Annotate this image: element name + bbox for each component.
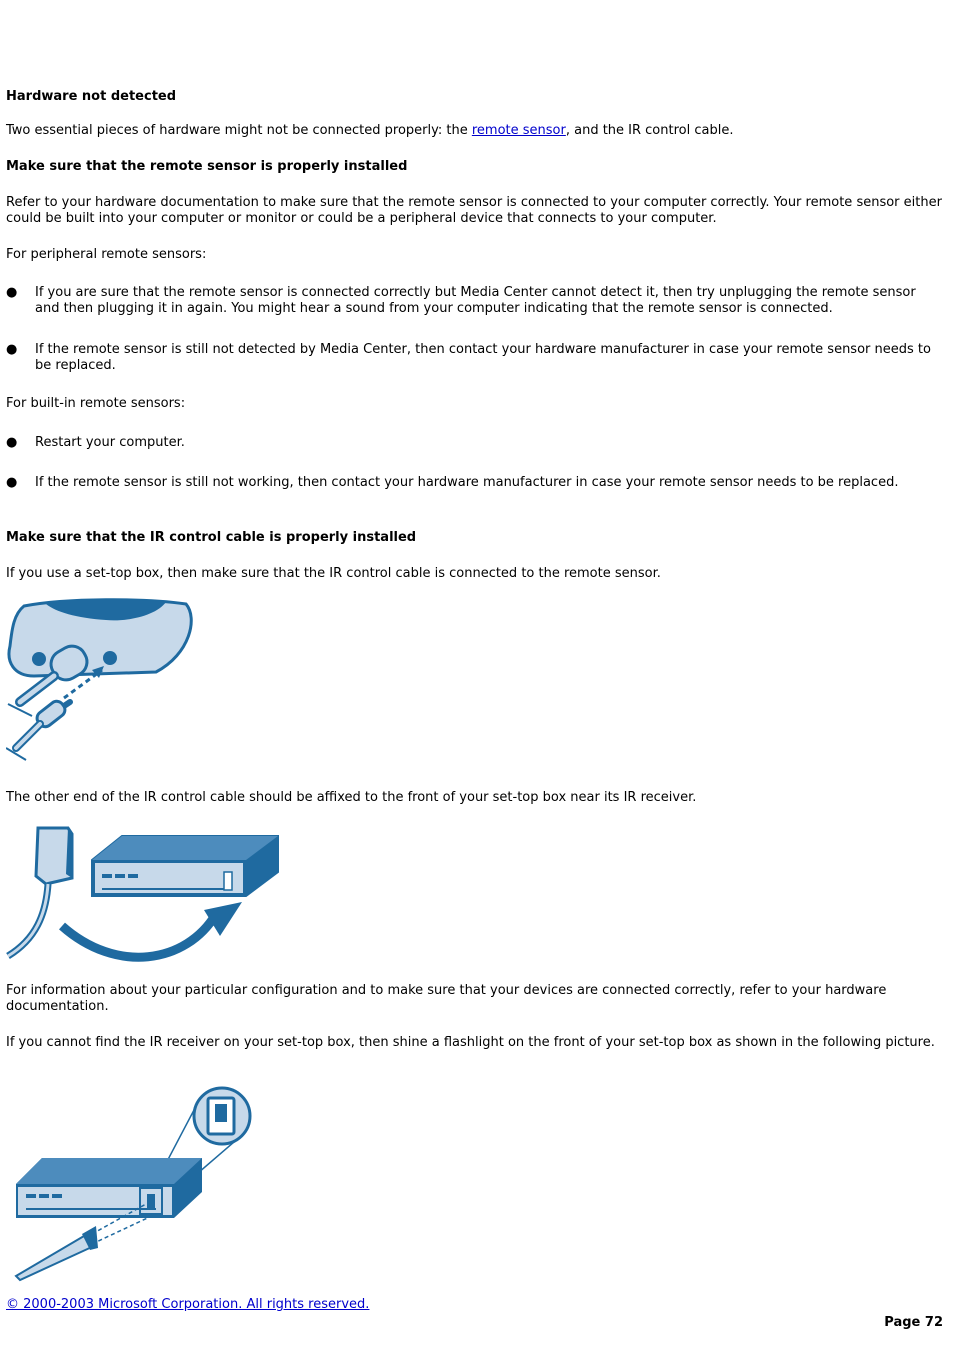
flashlight-paragraph: If you cannot find the IR receiver on your set-top box, then shine a flashlight on the front of your set-top box as shown in the following picture. bbox=[6, 1035, 935, 1050]
peripheral-label: For peripheral remote sensors: bbox=[6, 247, 207, 262]
remote-sensor-paragraph: Refer to your hardware documentation to make sure that the remote sensor is connected to your computer correctly. Your remote sensor either could be built into your computer or monitor or could be a peripheral device that connects to your computer. bbox=[6, 195, 942, 226]
ir-cable-other-end-paragraph: The other end of the IR control cable should be affixed to the front of your set-top box near its IR receiver. bbox=[6, 790, 697, 805]
remote-sensor-link[interactable]: remote sensor bbox=[471, 123, 566, 138]
flashlight-illustration bbox=[6, 1086, 254, 1282]
bullet-icon: ● bbox=[6, 285, 18, 300]
section-heading-ir-cable: Make sure that the IR control cable is properly installed bbox=[6, 530, 417, 545]
list-item-text: If you are sure that the remote sensor is connected correctly but Media Center cannot detect it, then try unplugging the remote sensor and then plugging it in again. You might hear a sound from your computer indicating that the remote sensor is connected. bbox=[35, 285, 916, 316]
list-item-text: If the remote sensor is still not detected by Media Center, then contact your hardware manufacturer in case your remote sensor needs to be replaced. bbox=[35, 342, 931, 373]
ir-cable-paragraph: If you use a set-top box, then make sure that the IR control cable is connected to the remote sensor. bbox=[6, 566, 661, 581]
remote-sensor-illustration bbox=[6, 598, 196, 770]
intro-text-after: , and the IR control cable. bbox=[565, 123, 734, 138]
section-heading-remote-sensor: Make sure that the remote sensor is properly installed bbox=[6, 159, 408, 174]
list-item-text: Restart your computer. bbox=[35, 435, 185, 450]
page-number: Page 72 bbox=[884, 1315, 943, 1330]
page-title: Hardware not detected bbox=[6, 89, 177, 104]
list-item-text: If the remote sensor is still not working, then contact your hardware manufacturer in case your remote sensor needs to be replaced. bbox=[35, 475, 899, 490]
set-top-box-cable-illustration bbox=[6, 824, 281, 966]
copyright-link[interactable]: © 2000-2003 Microsoft Corporation. All rights reserved. bbox=[6, 1297, 370, 1312]
intro-paragraph bbox=[6, 123, 946, 139]
bullet-icon: ● bbox=[6, 342, 18, 357]
bullet-icon: ● bbox=[6, 475, 18, 490]
intro-text-before: Two essential pieces of hardware might not be connected properly: the bbox=[6, 123, 472, 138]
bullet-icon: ● bbox=[6, 435, 18, 450]
builtin-label: For built-in remote sensors: bbox=[6, 396, 186, 411]
configuration-paragraph: For information about your particular configuration and to make sure that your devices are connected correctly, refer to your hardware documentation. bbox=[6, 983, 887, 1014]
